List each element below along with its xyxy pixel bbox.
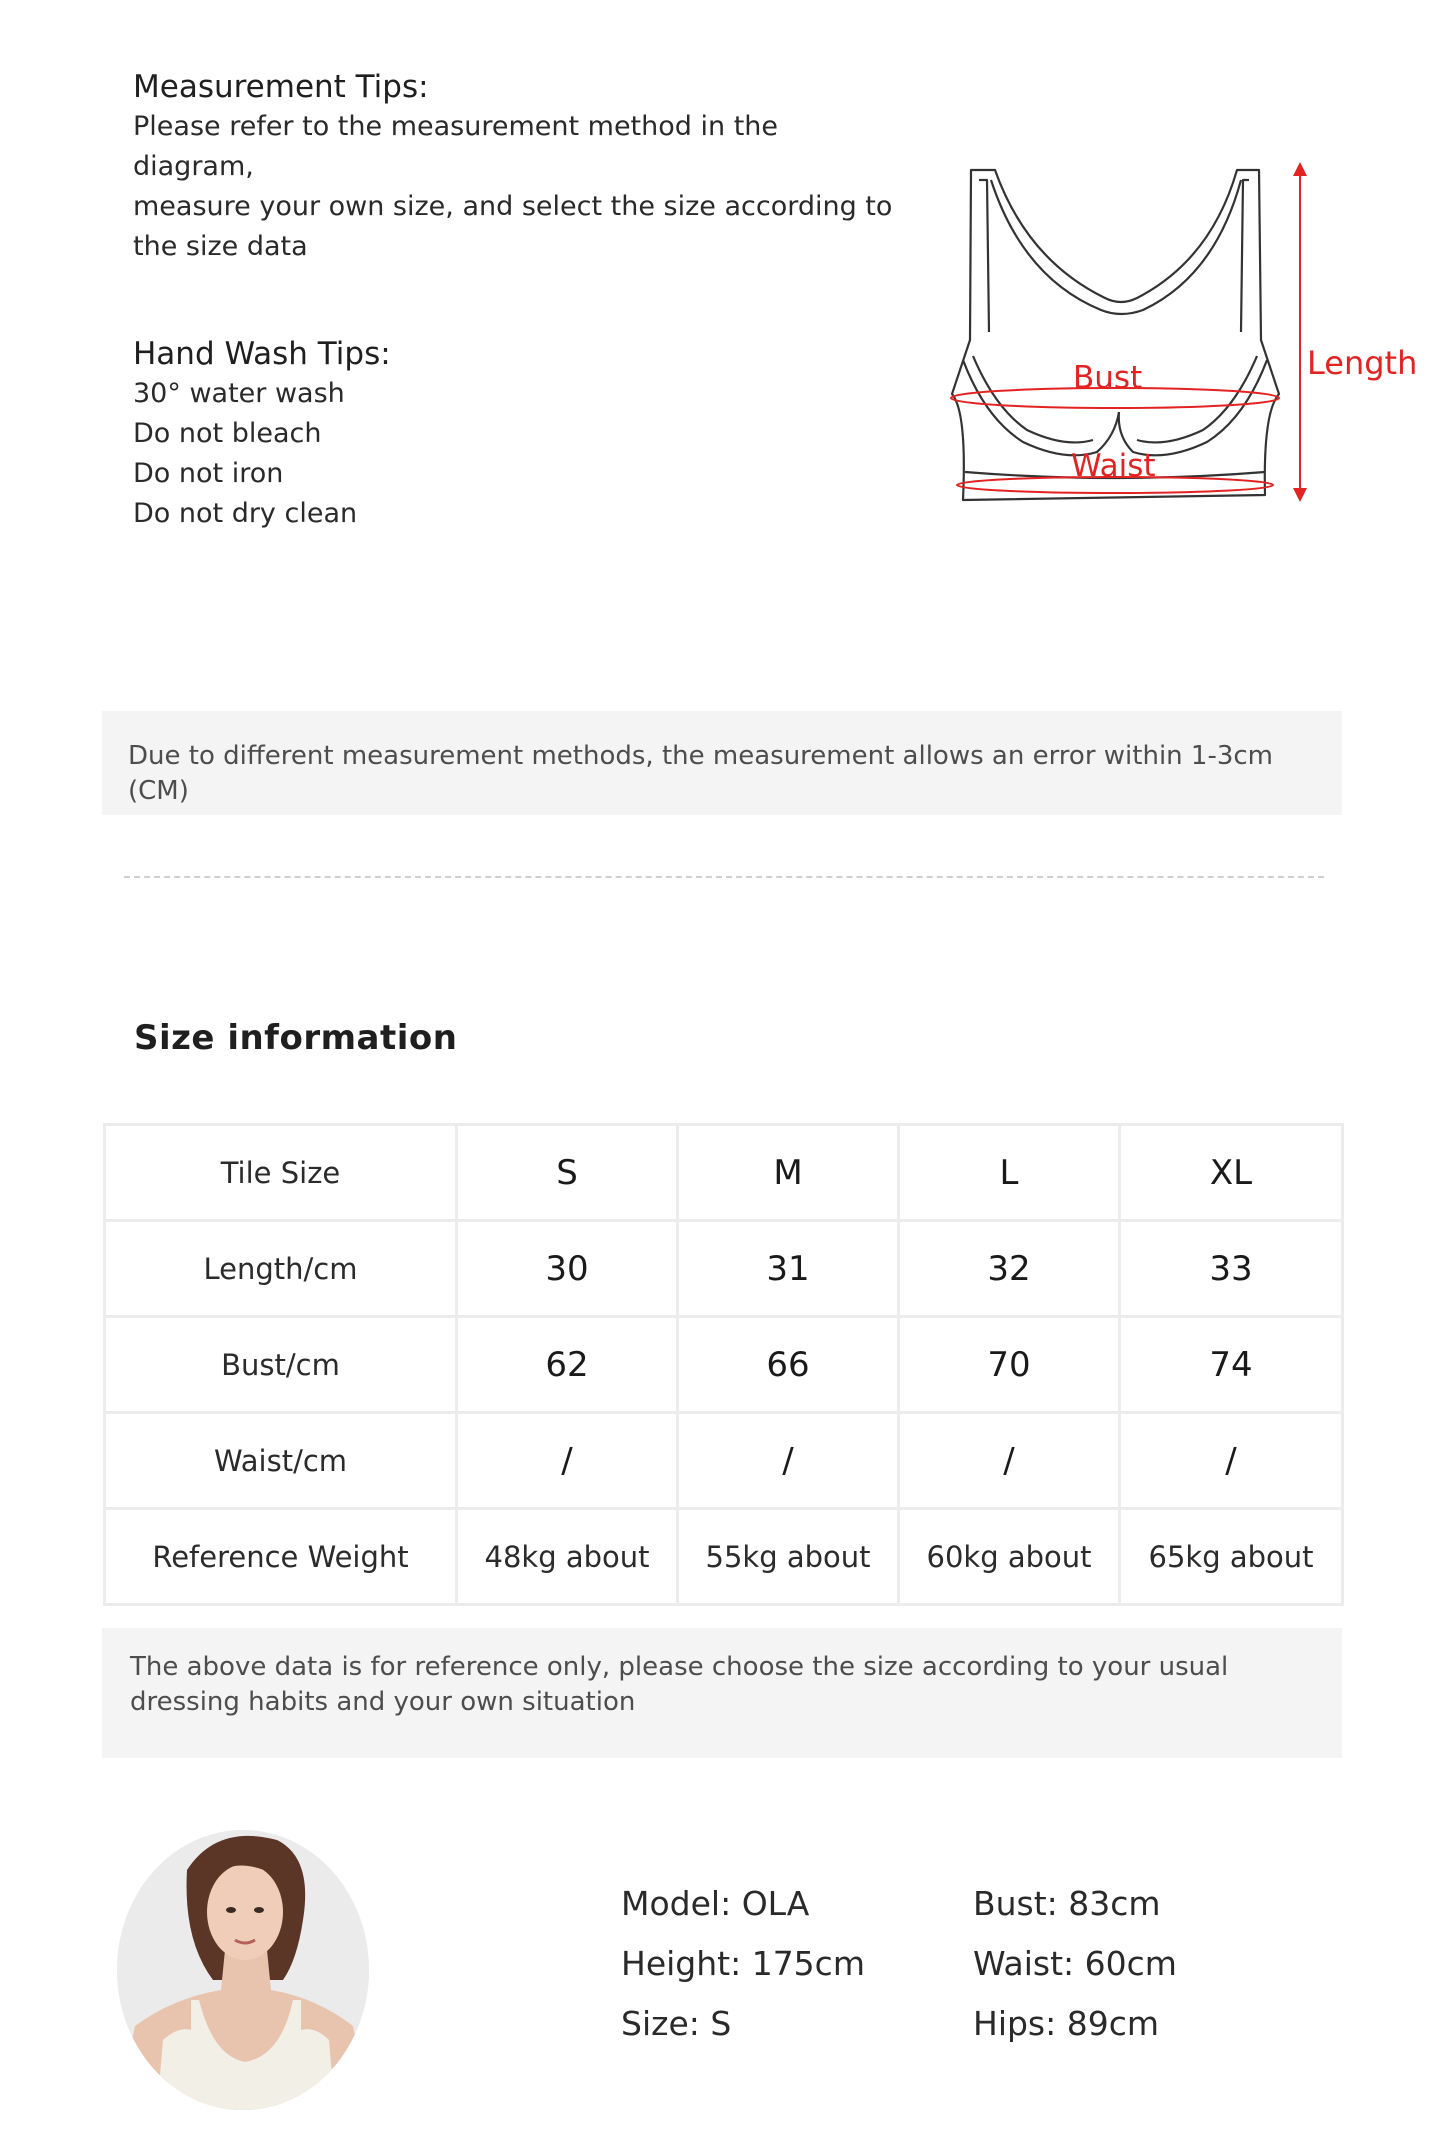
table-cell: 31 — [678, 1221, 899, 1317]
table-cell: 62 — [457, 1317, 678, 1413]
model-waist: Waist: 60cm — [973, 1944, 1177, 1983]
hand-wash-tips — [133, 334, 733, 534]
table-cell: 60kg about — [899, 1509, 1120, 1605]
hand-wash-tip: 30° water wash — [133, 378, 345, 409]
dashed-divider — [124, 876, 1324, 878]
garment-measurement-diagram — [915, 150, 1435, 530]
model-info-column — [621, 1874, 865, 2054]
model-portrait-icon — [117, 1830, 369, 2110]
model-name: Model: OLA — [621, 1884, 810, 1923]
measurement-tips-line: the size data — [133, 231, 308, 262]
model-height: Height: 175cm — [621, 1944, 865, 1983]
table-row-waist — [105, 1413, 1343, 1509]
table-cell: / — [678, 1413, 899, 1509]
model-measurements-column — [973, 1874, 1177, 2054]
table-row-length — [105, 1221, 1343, 1317]
measurement-tips-title: Measurement Tips: — [133, 69, 429, 105]
table-cell-size: L — [899, 1125, 1120, 1221]
table-row-reference-weight — [105, 1509, 1343, 1605]
model-size: Size: S — [621, 2004, 732, 2043]
hand-wash-tip: Do not bleach — [133, 418, 322, 449]
reference-note: The above data is for reference only, please choose the size according to your usual dressing habits and your own situation — [102, 1628, 1342, 1758]
measurement-tips-line: measure your own size, and select the size according to — [133, 191, 893, 222]
table-cell-size: M — [678, 1125, 899, 1221]
measurement-error-note: Due to different measurement methods, the measurement allows an error within 1-3cm (CM) — [102, 711, 1342, 815]
table-cell: 65kg about — [1120, 1509, 1343, 1605]
table-cell: / — [1120, 1413, 1343, 1509]
table-cell-size: XL — [1120, 1125, 1343, 1221]
table-cell-label: Length/cm — [105, 1221, 457, 1317]
length-label: Length — [1307, 344, 1418, 382]
table-cell-label: Waist/cm — [105, 1413, 457, 1509]
hand-wash-tips-title: Hand Wash Tips: — [133, 336, 391, 372]
table-cell-header: Tile Size — [105, 1125, 457, 1221]
hand-wash-tip: Do not dry clean — [133, 498, 358, 529]
hand-wash-tip: Do not iron — [133, 458, 284, 489]
bust-label: Bust — [1073, 360, 1143, 396]
table-cell: 33 — [1120, 1221, 1343, 1317]
measurement-tips-line: Please refer to the measurement method in the diagram, — [133, 111, 779, 182]
table-header-row — [105, 1125, 1343, 1221]
table-cell: 32 — [899, 1221, 1120, 1317]
table-cell: / — [899, 1413, 1120, 1509]
table-cell: 55kg about — [678, 1509, 899, 1605]
table-cell: / — [457, 1413, 678, 1509]
table-cell: 30 — [457, 1221, 678, 1317]
size-information-title: Size information — [134, 1018, 458, 1058]
table-cell: 66 — [678, 1317, 899, 1413]
table-cell-label: Reference Weight — [105, 1509, 457, 1605]
model-avatar — [117, 1830, 369, 2110]
table-cell: 48kg about — [457, 1509, 678, 1605]
waist-label: Waist — [1071, 448, 1156, 484]
model-bust: Bust: 83cm — [973, 1884, 1161, 1923]
table-cell-size: S — [457, 1125, 678, 1221]
size-table — [103, 1123, 1344, 1606]
table-cell: 74 — [1120, 1317, 1343, 1413]
table-cell-label: Bust/cm — [105, 1317, 457, 1413]
model-hips: Hips: 89cm — [973, 2004, 1160, 2043]
table-row-bust — [105, 1317, 1343, 1413]
table-cell: 70 — [899, 1317, 1120, 1413]
measurement-tips — [133, 67, 893, 267]
